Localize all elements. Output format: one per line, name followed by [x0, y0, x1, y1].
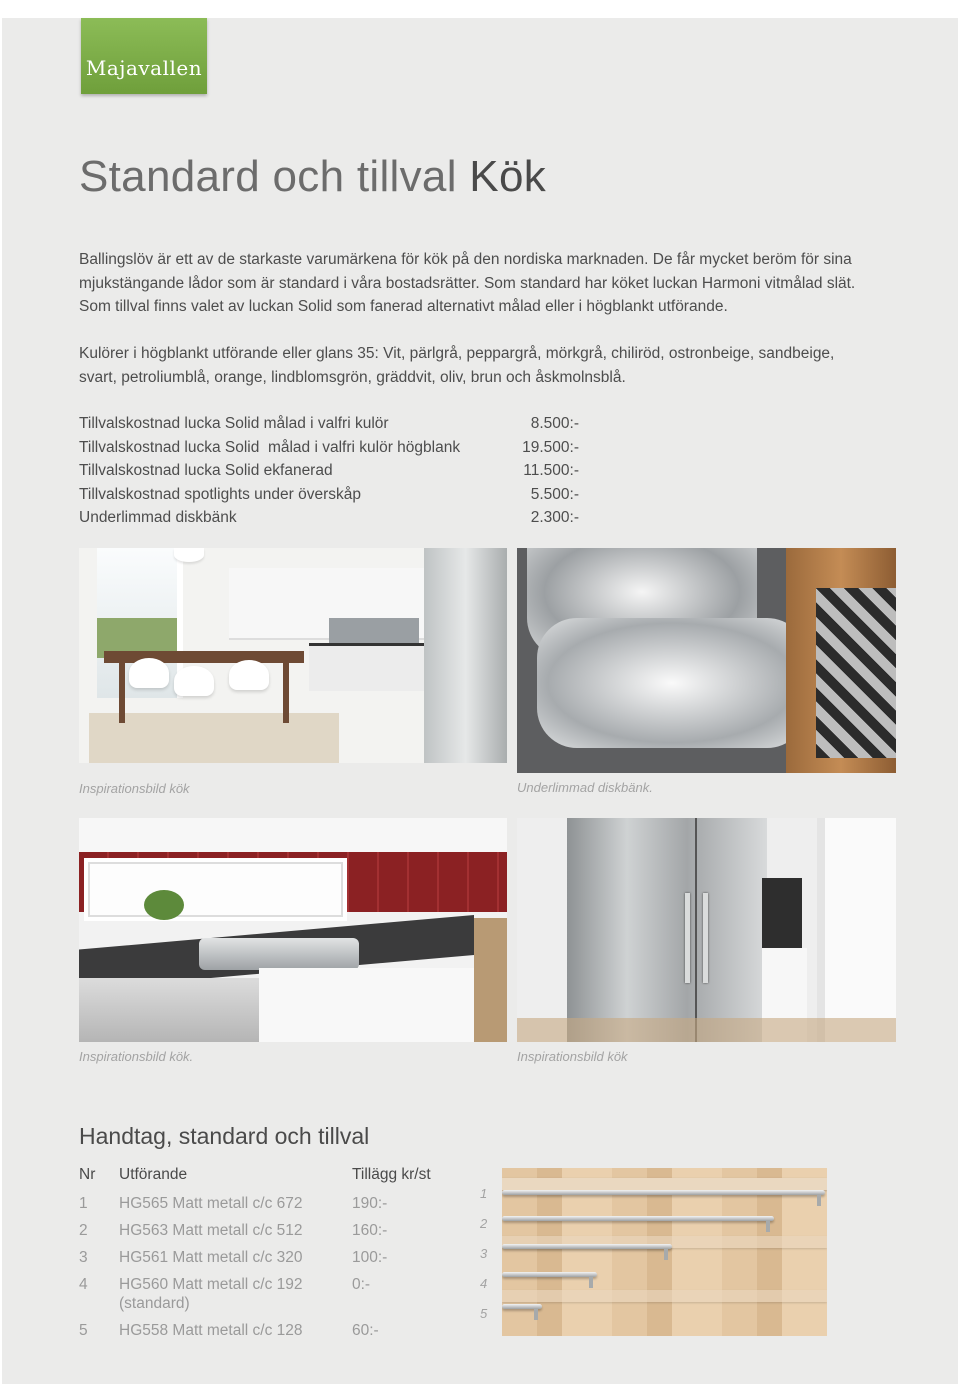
table-header-row: [79, 1164, 472, 1190]
row-desc: HG561 Matt metall c/c 320: [119, 1249, 303, 1266]
handles-section-title: Handtag, standard och tillval: [79, 1123, 370, 1149]
sink: [199, 938, 359, 970]
table-row: [79, 1271, 472, 1317]
cost-label: Underlimmad diskbänk: [79, 509, 237, 526]
row-nr: 1: [79, 1195, 88, 1212]
handle-label: 2: [480, 1216, 488, 1231]
intro-paragraph-2: Kulörer i högblankt utförande eller glans 35: Vit, pärlgrå, peppargrå, mörkgrå, chiliröd, ostronbeige, sandbeige, svart, petroliumblå, orange, lindblomsgrön, gräddvit, oliv, brun och åskmolnsblå.: [79, 345, 835, 386]
patterned-rug: [816, 588, 896, 758]
fridge-handle: [703, 893, 708, 983]
caption-photo2: Underlimmad diskbänk.: [517, 780, 653, 795]
cost-amount: 8.500:-: [530, 415, 579, 432]
title-strong: Kök: [469, 152, 547, 201]
handle-label: 5: [480, 1306, 488, 1321]
door-gap: [695, 818, 697, 1042]
handle-label: 4: [480, 1276, 488, 1291]
plant: [144, 890, 184, 920]
row-desc: HG558 Matt metall c/c 128: [119, 1322, 303, 1339]
handle-bar: [502, 1216, 774, 1221]
cost-label: Tillvalskostnad lucka Solid ekfanerad: [79, 462, 333, 479]
caption-photo4: Inspirationsbild kök: [517, 1049, 628, 1064]
row-price: 190:-: [352, 1195, 388, 1212]
title-light: Standard och tillval: [79, 152, 457, 201]
shelf-edge: [502, 1178, 827, 1190]
table-row: [79, 1217, 472, 1244]
shelf-edge: [502, 1290, 827, 1302]
row-price: 60:-: [352, 1322, 379, 1339]
row-price: 0:-: [352, 1276, 371, 1293]
cost-amount: 2.300:-: [530, 509, 579, 526]
brand-logo: Majavallen: [81, 18, 207, 94]
row-nr: 5: [79, 1322, 88, 1339]
row-nr: 4: [79, 1276, 88, 1293]
floor: [474, 918, 507, 1042]
intro-paragraph-1: Ballingslöv är ett av de starkaste varumärkena för kök på den nordiska marknaden. De får mycket beröm för sina mjukstängande lådor som är standard i våra bostadsrätter. Som standard har köket luckan Harmoni vitmålad slät. Som tillval finns valet av luckan Solid som fanerad alternativt målad eller i högblankt utförande.: [79, 251, 856, 315]
fridge-photo: [517, 818, 896, 1042]
handles-photo: [502, 1168, 827, 1336]
sink-photo: [517, 548, 896, 773]
cost-row: [79, 436, 579, 460]
lower-cabinets: [259, 968, 474, 1042]
handle-bar: [502, 1272, 597, 1277]
handle-label: 1: [480, 1186, 488, 1201]
table-row: [79, 1317, 472, 1344]
cost-label: Tillvalskostnad spotlights under överskåp: [79, 485, 362, 503]
fridge: [424, 548, 507, 763]
oven: [762, 878, 802, 948]
kitchen-counter: [309, 643, 439, 691]
page-title: [79, 152, 546, 202]
chair: [129, 658, 169, 688]
cost-amount: 11.500:-: [523, 462, 579, 479]
dining-table: [104, 651, 304, 663]
table-row: [79, 1190, 472, 1217]
row-price: 100:-: [352, 1249, 388, 1266]
header-desc: Utförande: [119, 1166, 188, 1183]
cost-label: Tillvalskostnad lucka Solid målad i valfri kulör: [79, 415, 389, 432]
row-nr: 2: [79, 1222, 88, 1239]
chair: [174, 666, 214, 696]
sink-basin: [537, 618, 807, 748]
handle-label: 3: [480, 1246, 488, 1261]
fridge-handle: [685, 893, 690, 983]
floor: [517, 1018, 896, 1042]
cost-list: [79, 412, 579, 530]
row-price: 160:-: [352, 1222, 388, 1239]
header-nr: Nr: [79, 1166, 96, 1183]
fridge-freezer: [567, 818, 767, 1042]
pendant-lamp: [174, 548, 204, 562]
upper-cabinets: [79, 818, 507, 854]
cost-label: Tillvalskostnad lucka Solid målad i valfri kulör högblank: [79, 438, 461, 456]
handles-table: [79, 1164, 472, 1344]
dishwasher: [79, 978, 259, 1042]
cost-row: [79, 459, 579, 483]
row-desc: HG565 Matt metall c/c 672: [119, 1195, 303, 1212]
caption-photo1: Inspirationsbild kök: [79, 781, 190, 796]
cost-row: [79, 412, 579, 436]
doorway: [817, 818, 896, 1042]
handle-bar: [502, 1244, 672, 1249]
cost-row: [79, 506, 579, 530]
row-desc: HG560 Matt metall c/c 192 (standard): [119, 1276, 303, 1312]
caption-photo3: Inspirationsbild kök.: [79, 1049, 194, 1064]
handle-bar: [502, 1190, 825, 1195]
header-price: Tillägg kr/st: [352, 1166, 431, 1183]
chair: [229, 660, 269, 690]
cost-amount: 19.500:-: [522, 438, 579, 456]
kitchen-dining-photo: [79, 548, 507, 763]
row-nr: 3: [79, 1249, 88, 1266]
cost-amount: 5.500:-: [530, 485, 579, 503]
cost-row: [79, 483, 579, 507]
backsplash: [329, 618, 419, 646]
table-row: [79, 1244, 472, 1271]
window: [84, 858, 347, 921]
kitchen-sink-window-photo: [79, 818, 507, 1042]
handle-bar: [502, 1304, 542, 1309]
row-desc: HG563 Matt metall c/c 512: [119, 1222, 303, 1239]
